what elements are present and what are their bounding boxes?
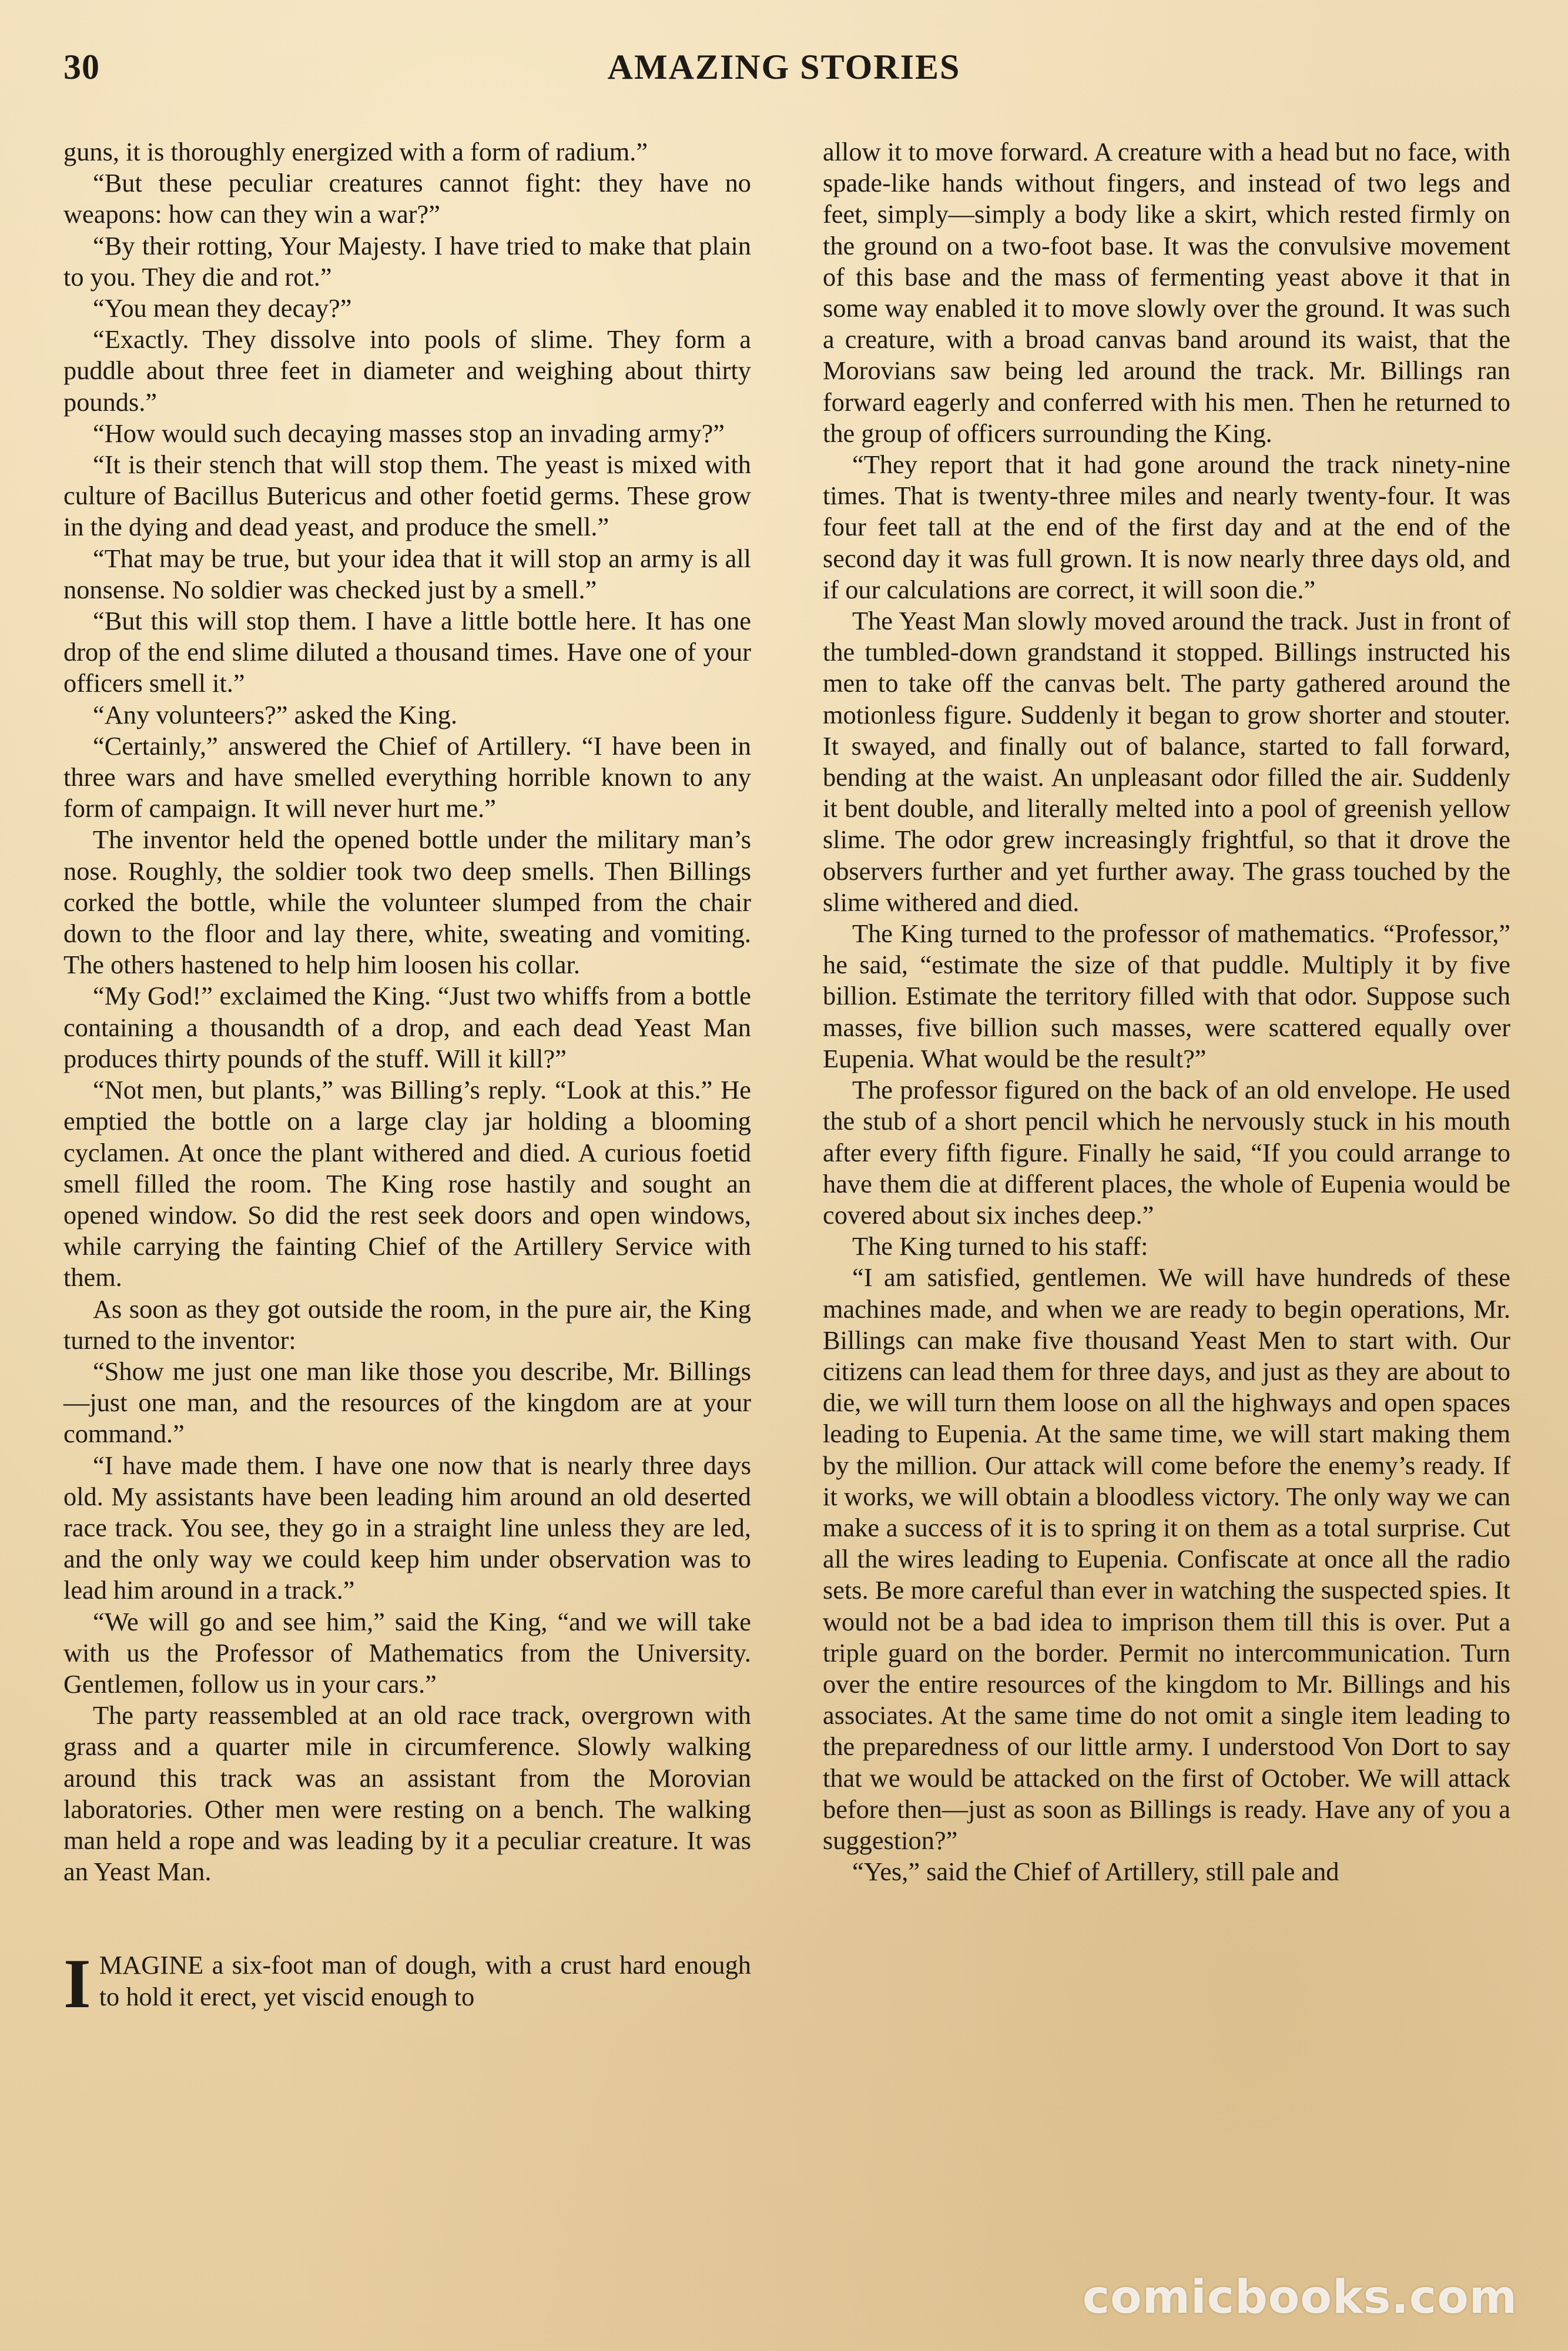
paragraph: “Not men, but plants,” was Billing’s reply. “Look at this.” He emptied the bottle on a large clay jar holding a blooming cyclamen. At once the plant withered and died. A curious foetid smell filled the room. The King rose hastily and sought an opened window. So did the rest seek doors and open windows, while carrying the fainting Chief of the Artillery Service with them.	[63, 1075, 751, 1292]
dropcap-paragraph	[63, 1944, 751, 2023]
paragraph: The party reassembled at an old race track, overgrown with grass and a quarter mile in circumference. Slowly walking around this track was an assistant from the Morovian laboratories. Other men were resting on a bench. The walking man held a rope and was leading by it a peculiar creature. It was an Yeast Man.	[63, 1700, 751, 1887]
paragraph: As soon as they got outside the room, in the pure air, the King turned to the inventor:	[63, 1294, 751, 1355]
paragraph: “My God!” exclaimed the King. “Just two whiffs from a bottle containing a thousandth of a drop, and each dead Yeast Man produces thirty pounds of the stuff. Will it kill?”	[63, 981, 751, 1073]
paragraph: “Yes,” said the Chief of Artillery, still pale and	[852, 1857, 1339, 1887]
paragraph: “But these peculiar creatures cannot fight: they have no weapons: how can they win a war?”	[63, 168, 751, 229]
paragraph: The professor figured on the back of an old envelope. He used the stub of a short pencil which he nervously stuck in his mouth after every fifth figure. Finally he said, “If you could arrange to have them die at different places, the whole of Eupenia would be covered about six inches deep.”	[823, 1075, 1510, 1230]
paragraph: “We will go and see him,” said the King, “and we will take with us the Professor of Mathematics from the University. Gentlemen, follow us in your cars.”	[63, 1606, 751, 1699]
paragraph: “Any volunteers?” asked the King.	[93, 699, 458, 729]
paragraph: “That may be true, but your idea that it will stop an army is all nonsense. No soldier was checked just by a smell.”	[63, 543, 751, 604]
drop-cap-initial: I	[63, 1944, 91, 2023]
paragraph: “They report that it had gone around the track ninety-nine times. That is twenty-three miles and nearly twenty-four. It was four feet tall at the end of the first day and at the end of the second day it was full grown. It is now nearly three days old, and if our calculations are correct, it will soon die.”	[823, 450, 1510, 604]
paragraph: “By their rotting, Your Majesty. I have tried to make that plain to you. They die and rot.”	[63, 230, 751, 292]
paragraph: “I have made them. I have one now that is nearly three days old. My assistants have been leading him around an old deserted race track. You see, they go in a straight line unless they are led, and the only way we could keep him under observation was to lead him around in a track.”	[63, 1450, 751, 1605]
paragraph: “It is their stench that will stop them. The yeast is mixed with culture of Bacillus Butericus and other foetid germs. These grow in the dying and dead yeast, and produce the smell.”	[63, 450, 751, 542]
page-number: 30	[63, 48, 100, 86]
paragraph: “You mean they decay?”	[93, 293, 352, 323]
paragraph: “Certainly,” answered the Chief of Artillery. “I have been in three wars and have smelled everything horrible known to any form of campaign. It will never hurt me.”	[63, 731, 751, 823]
watermark-logo: comicbooks.com	[1082, 2271, 1517, 2324]
paragraph: The King turned to the professor of mathematics. “Professor,” he said, “estimate the size of that puddle. Multiply it by five billion. Estimate the territory filled with that odor. Suppose such masses, five billion such masses, were scattered equally over Eupenia. What would be the result?”	[823, 919, 1510, 1073]
right-text-column	[823, 136, 1510, 1887]
paragraph: “How would such decaying masses stop an invading army?”	[93, 418, 725, 448]
paragraph: “I am satisfied, gentlemen. We will have hundreds of these machines made, and when we are ready to begin operations, Mr. Billings can make five thousand Yeast Men to start with. Our citizens can lead them for three days, and just as they are about to die, we will turn them loose on all the highways and open spaces leading to Eupenia. At the same time, we will start making them by the million. Our attack will come before the enemy’s ready. If it works, we will obtain a bloodless victory. The only way we can make a success of it is to spring it on them as a total surprise. Cut all the wires leading to Eupenia. Confiscate at once all the radio sets. Be more careful than ever in watching the suspected spies. It would not be a bad idea to imprison them till this is over. Put a triple guard on the border. Permit no intercommunication. Turn over the entire resources of the kingdom to Mr. Billings and his associates. At the same time do not omit a single item leading to the preparedness of our little army. I understood Von Dort to say that we would be attacked on the first of October. We will attack before then—just as soon as Billings is ready. Have any of you a suggestion?”	[823, 1262, 1510, 1855]
paragraph: “But this will stop them. I have a little bottle here. It has one drop of the end slime diluted a thousand times. Have one of your officers smell it.”	[63, 606, 751, 698]
paragraph: The inventor held the opened bottle under the military man’s nose. Roughly, the soldier took two deep smells. Then Billings corked the bottle, while the volunteer slumped from the chair down to the floor and lay there, white, sweating and vomiting. The others hastened to help him loosen his collar.	[63, 825, 751, 980]
paragraph: “Show me just one man like those you describe, Mr. Billings—just one man, and the resources of the kingdom are at your command.”	[63, 1356, 751, 1449]
paragraph: “Exactly. They dissolve into pools of slime. They form a puddle about three feet in diameter and weighing about thirty pounds.”	[63, 324, 751, 417]
paragraph: allow it to move forward. A creature with a head but no face, with spade-like hands without fingers, and instead of two legs and feet, simply—simply a body like a skirt, which rested firmly on the ground on a two-foot base. It was the convulsive movement of this base and the mass of fermenting yeast above it that in some way enabled it to move slowly over the ground. It was such a creature, with a broad canvas band around its waist, that the Morovians saw being led around the track. Mr. Billings ran forward eagerly and conferred with his men. Then he returned to the group of officers surrounding the King.	[823, 137, 1510, 448]
paragraph: guns, it is thoroughly energized with a form of radium.”	[63, 137, 648, 166]
magazine-title: AMAZING STORIES	[607, 48, 961, 86]
paragraph: The Yeast Man slowly moved around the track. Just in front of the tumbled-down grandstand it stopped. Billings instructed his men to take off the canvas belt. The party gathered around the motionless figure. Suddenly it began to grow shorter and stouter. It swayed, and finally out of balance, started to fall forward, bending at the waist. An unpleasant odor filled the air. Suddenly it bent double, and literally melted into a pool of greenish yellow slime. The odor grew increasingly frightful, so that it drove the observers further and yet further away. The grass touched by the slime withered and died.	[823, 606, 1510, 917]
left-text-column	[63, 136, 751, 2023]
paragraph: The King turned to his staff:	[852, 1231, 1148, 1261]
dropcap-paragraph-text: MAGINE a six-foot man of dough, with a crust hard enough to hold it erect, yet viscid enough to	[99, 1950, 751, 2011]
